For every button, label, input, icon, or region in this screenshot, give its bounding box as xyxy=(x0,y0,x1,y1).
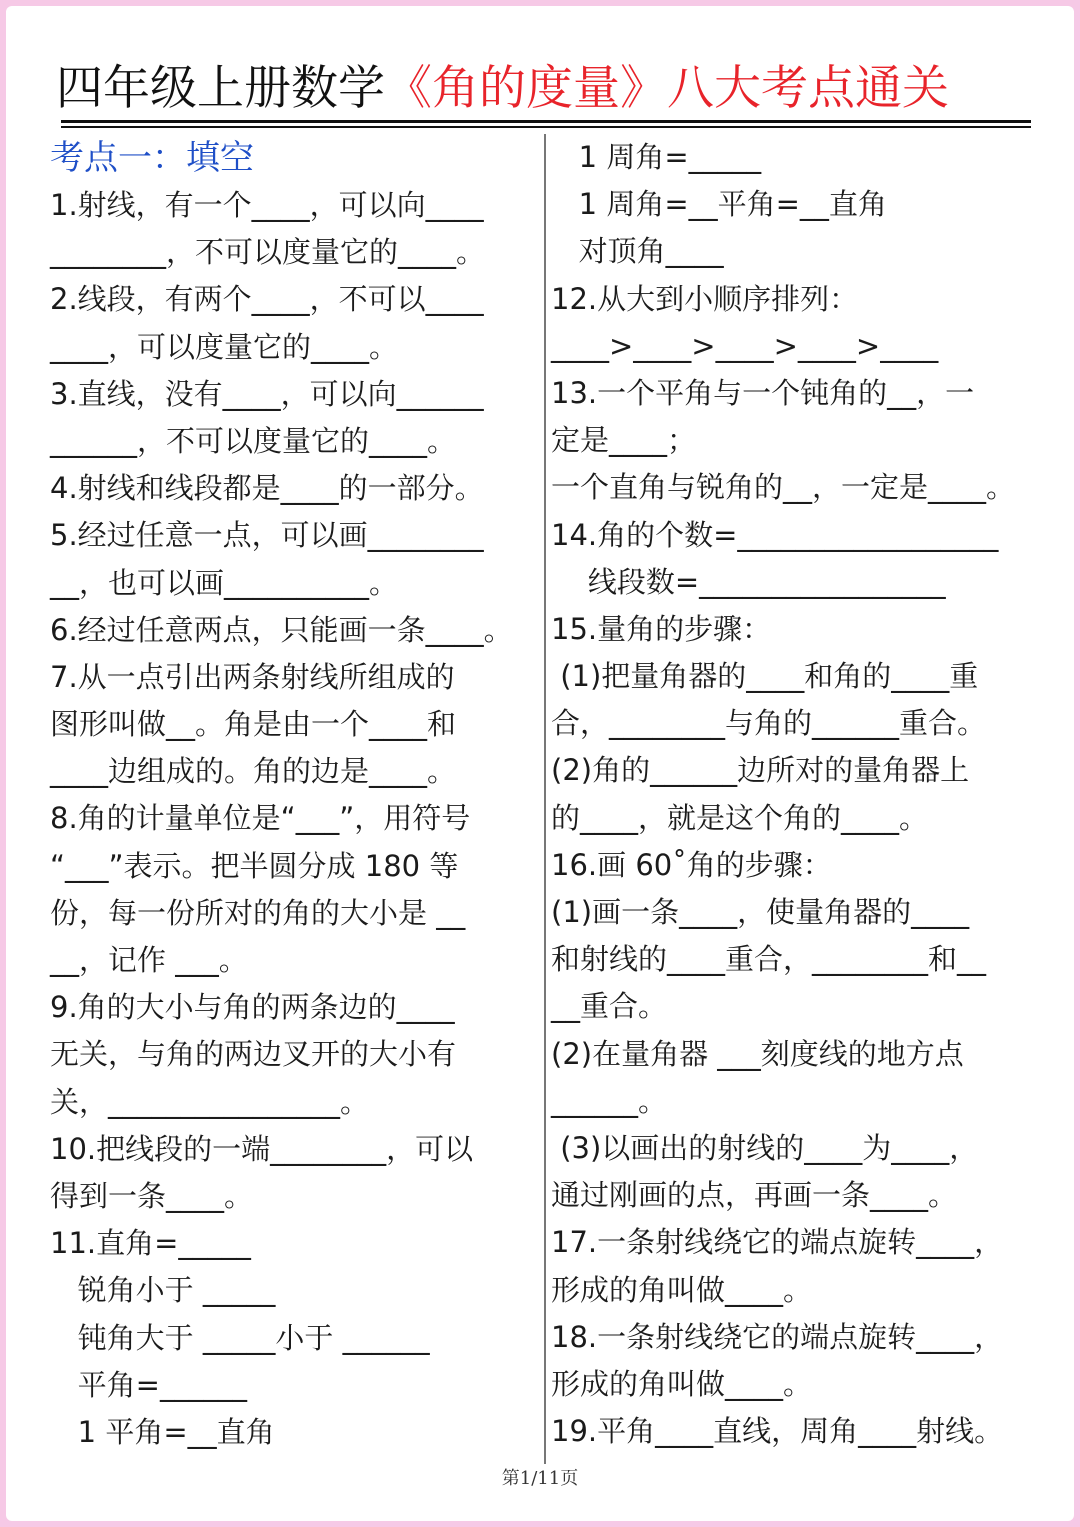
title-underline-thin xyxy=(61,126,1031,128)
question-line: “___”表示。把半圆分成 180 等 xyxy=(50,848,459,883)
title-prefix: 四年级上册数学 xyxy=(56,61,385,116)
question-line: 8.角的计量单位是“___”，用符号 xyxy=(50,801,471,836)
right-column xyxy=(551,134,1051,1455)
question-line: 1 平角=__直角 xyxy=(50,1414,275,1449)
question-line: 的____，就是这个角的____。 xyxy=(551,800,929,835)
question-line: 14.角的个数=__________________ xyxy=(551,517,999,552)
question-line: (1)画一条____，使量角器的____ xyxy=(551,895,970,929)
question-line: 合，________与角的______重合。 xyxy=(551,706,987,741)
question-line: 19.平角____直线，周角____射线。 xyxy=(551,1414,1004,1449)
question-line: 1.射线，有一个____，可以向____ xyxy=(50,188,484,222)
question-line: __重合。 xyxy=(551,989,668,1024)
page-title xyxy=(56,58,1031,120)
question-line: 16.画 60˚角的步骤： xyxy=(551,847,832,882)
left-column xyxy=(50,134,538,1456)
section-heading: 考点一：填空 xyxy=(50,138,254,178)
question-line: 得到一条____。 xyxy=(50,1178,254,1213)
question-line: 2.线段，有两个____，不可以____ xyxy=(50,282,484,317)
title-highlight: 《角的度量》八大考点通关 xyxy=(385,61,949,116)
column-divider xyxy=(544,134,546,1464)
worksheet-page xyxy=(6,6,1074,1521)
question-line: 无关，与角的两边叉开的大小有 xyxy=(50,1037,457,1072)
question-line: 18.一条射线绕它的端点旋转____， xyxy=(551,1319,1004,1354)
question-line: 形成的角叫做____。 xyxy=(551,1272,813,1307)
question-line: 9.角的大小与角的两条边的____ xyxy=(50,990,455,1025)
question-line: 17.一条射线绕它的端点旋转____， xyxy=(551,1225,1004,1260)
question-line: ______，不可以度量它的____。 xyxy=(50,423,457,458)
title-underline-thick xyxy=(61,120,1031,123)
question-line: 形成的角叫做____。 xyxy=(551,1366,813,1401)
question-line: 1 周角=_____ xyxy=(551,140,762,174)
question-line: 锐角小于 _____ xyxy=(50,1273,276,1308)
question-line: 和射线的____重合，________和__ xyxy=(551,942,987,977)
question-line: (2)在量角器 ___刻度线的地方点 xyxy=(551,1036,964,1071)
question-line: 一个直角与锐角的__，一定是____。 xyxy=(551,470,1016,505)
question-line: 份，每一份所对的角的大小是 __ xyxy=(50,895,466,930)
question-line: 通过刚画的点，再画一条____。 xyxy=(551,1178,958,1213)
question-line: 平角=______ xyxy=(50,1367,247,1402)
question-line: ____边组成的。角的边是____。 xyxy=(50,754,457,789)
question-line: ____>____>____>____>____ xyxy=(551,328,939,363)
question-line: 对顶角____ xyxy=(551,234,724,269)
question-line: 关，________________。 xyxy=(50,1084,370,1119)
question-line: (1)把量角器的____和角的____重 xyxy=(551,659,979,694)
question-line: (3)以画出的射线的____为____， xyxy=(551,1130,979,1165)
question-line: ______。 xyxy=(551,1083,668,1118)
question-line: 4.射线和线段都是____的一部分。 xyxy=(50,471,484,506)
question-line: 定是____； xyxy=(551,423,697,458)
question-line: 11.直角=_____ xyxy=(50,1226,251,1261)
question-line: 12.从大到小顺序排列： xyxy=(551,281,859,316)
question-line: 15.量角的步骤： xyxy=(551,611,772,646)
question-line: 10.把线段的一端________，可以 xyxy=(50,1131,474,1166)
page-footer: 第1/11页 xyxy=(501,1468,579,1489)
question-line: 13.一个平角与一个钝角的__，一 xyxy=(551,375,975,410)
question-line: 3.直线，没有____，可以向______ xyxy=(50,376,484,411)
question-line: (2)角的______边所对的量角器上 xyxy=(551,753,970,788)
question-line: __，也可以画__________。 xyxy=(50,565,399,600)
question-line: 线段数=_________________ xyxy=(551,564,946,599)
question-line: 钝角大于 _____小于 ______ xyxy=(50,1320,430,1355)
question-line: ________，不可以度量它的____。 xyxy=(50,235,486,270)
question-line: 图形叫做__。角是由一个____和 xyxy=(50,707,457,742)
question-line: 7.从一点引出两条射线所组成的 xyxy=(50,659,455,694)
question-line: 5.经过任意一点，可以画________ xyxy=(50,518,484,553)
question-line: 1 周角=__平角=__直角 xyxy=(551,187,887,222)
question-line: __，记作 ___。 xyxy=(50,943,248,977)
question-line: ____，可以度量它的____。 xyxy=(50,329,399,364)
question-line: 6.经过任意两点，只能画一条____。 xyxy=(50,612,513,647)
